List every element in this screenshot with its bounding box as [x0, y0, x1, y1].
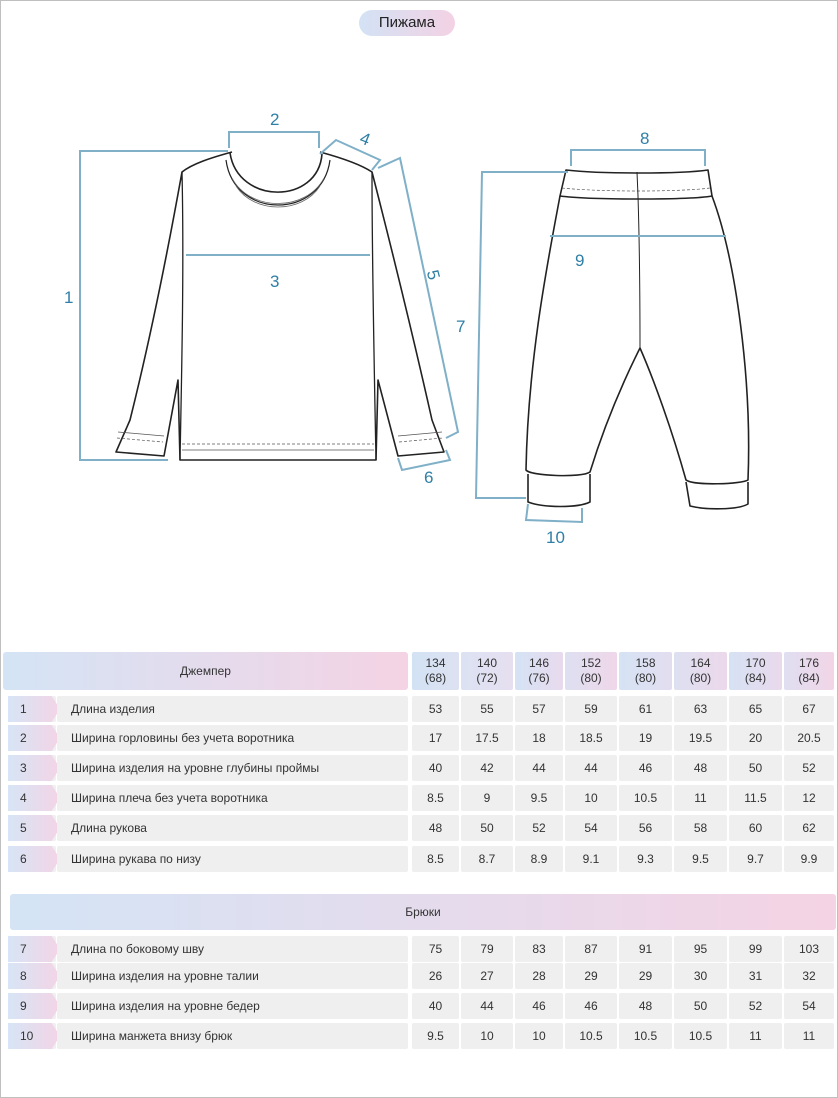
row-number	[8, 846, 56, 872]
row-value: 46	[565, 993, 617, 1019]
row-value: 44	[515, 755, 563, 781]
row-value: 42	[461, 755, 513, 781]
row-value: 20	[729, 725, 782, 751]
row-value: 52	[729, 993, 782, 1019]
row-label: Ширина изделия на уровне бедер	[57, 993, 408, 1019]
row-number-text: 7	[20, 942, 27, 956]
row-value: 59	[565, 696, 617, 722]
size-header-cell	[784, 652, 834, 690]
row-value: 9.1	[565, 846, 617, 872]
dim-1-line	[80, 151, 228, 460]
row-value: 48	[619, 993, 672, 1019]
dim-label-1: 1	[64, 288, 74, 307]
row-value: 54	[565, 815, 617, 841]
row-value: 61	[619, 696, 672, 722]
row-value: 19.5	[674, 725, 727, 751]
row-value: 87	[565, 936, 617, 962]
size-chest: (68)	[424, 671, 447, 685]
row-value: 10.5	[565, 1023, 617, 1049]
row-value: 30	[674, 963, 727, 989]
jumper-drawing	[116, 152, 444, 460]
row-value: 27	[461, 963, 513, 989]
row-number-text: 6	[20, 852, 27, 866]
row-value: 18	[515, 725, 563, 751]
row-value: 17	[412, 725, 459, 751]
dim-label-7: 7	[456, 317, 466, 336]
row-value: 10	[461, 1023, 513, 1049]
row-value: 40	[412, 993, 459, 1019]
row-value: 11	[784, 1023, 834, 1049]
size-chest: (80)	[689, 671, 712, 685]
dim-label-3: 3	[270, 272, 280, 291]
dim-label-8: 8	[640, 129, 650, 148]
row-number-badge	[8, 1023, 60, 1049]
row-label: Длина рукова	[57, 815, 408, 841]
row-value: 8.7	[461, 846, 513, 872]
size-header-cell	[674, 652, 727, 690]
row-number-text: 9	[20, 999, 27, 1013]
row-value: 12	[784, 785, 834, 811]
size-chest: (84)	[744, 671, 767, 685]
row-value: 9	[461, 785, 513, 811]
row-value: 58	[674, 815, 727, 841]
row-value: 65	[729, 696, 782, 722]
size-height: 146	[528, 656, 550, 670]
row-value: 29	[619, 963, 672, 989]
row-number-text: 8	[20, 969, 27, 983]
row-value: 10.5	[619, 785, 672, 811]
row-value: 11	[674, 785, 727, 811]
size-chest: (72)	[476, 671, 498, 685]
row-value: 54	[784, 993, 834, 1019]
row-label: Ширина изделия на уровне талии	[57, 963, 408, 989]
row-value: 79	[461, 936, 513, 962]
row-number	[8, 755, 56, 781]
size-header-cell	[619, 652, 672, 690]
row-value: 48	[412, 815, 459, 841]
row-value: 52	[784, 755, 834, 781]
row-number-badge	[8, 963, 60, 989]
row-value: 62	[784, 815, 834, 841]
row-value: 50	[461, 815, 513, 841]
row-value: 83	[515, 936, 563, 962]
row-number-text: 2	[20, 731, 27, 745]
row-number-badge	[8, 993, 60, 1019]
dim-8-line	[571, 150, 705, 166]
row-value: 19	[619, 725, 672, 751]
size-height: 158	[635, 656, 656, 670]
row-label: Ширина плеча без учета воротника	[57, 785, 408, 811]
dim-label-6: 6	[424, 468, 434, 487]
row-number-badge	[8, 755, 60, 781]
dim-label-9: 9	[575, 251, 585, 270]
row-value: 8.5	[412, 785, 459, 811]
size-header-cell	[461, 652, 513, 690]
row-value: 28	[515, 963, 563, 989]
row-value: 46	[515, 993, 563, 1019]
row-value: 75	[412, 936, 459, 962]
row-number-text: 3	[20, 761, 27, 775]
row-value: 10	[515, 1023, 563, 1049]
row-value: 63	[674, 696, 727, 722]
row-number-text: 5	[20, 821, 27, 835]
dim-label-2: 2	[270, 110, 280, 129]
dim-7-line	[476, 172, 568, 498]
row-value: 103	[784, 936, 834, 962]
pants-dimension-labels	[456, 129, 649, 547]
row-number-text: 4	[20, 791, 27, 805]
dim-5-line	[378, 158, 458, 438]
row-value: 55	[461, 696, 513, 722]
row-number-text: 1	[20, 702, 27, 716]
row-value: 9.5	[674, 846, 727, 872]
row-value: 9.5	[412, 1023, 459, 1049]
size-height: 152	[580, 656, 602, 670]
row-value: 91	[619, 936, 672, 962]
row-value: 11	[729, 1023, 782, 1049]
row-number-badge	[8, 725, 60, 751]
row-value: 9.7	[729, 846, 782, 872]
dim-label-4: 4	[357, 128, 373, 150]
size-chest: (76)	[528, 671, 550, 685]
row-value: 52	[515, 815, 563, 841]
size-chest: (84)	[798, 671, 820, 685]
size-height: 176	[798, 656, 820, 670]
row-number-badge	[8, 696, 60, 722]
row-value: 44	[461, 993, 513, 1019]
row-label: Ширина манжета внизу брюк	[57, 1023, 408, 1049]
row-value: 29	[565, 963, 617, 989]
row-value: 10.5	[619, 1023, 672, 1049]
row-label: Ширина горловины без учета воротника	[57, 725, 408, 751]
row-number	[8, 785, 56, 811]
row-number	[8, 993, 56, 1019]
row-value: 50	[729, 755, 782, 781]
size-height: 134	[425, 656, 446, 670]
row-value: 56	[619, 815, 672, 841]
row-value: 17.5	[461, 725, 513, 751]
dim-2-line	[229, 132, 319, 148]
row-label: Ширина рукава по низу	[57, 846, 408, 872]
row-value: 57	[515, 696, 563, 722]
row-value: 10	[565, 785, 617, 811]
row-value: 99	[729, 936, 782, 962]
size-header-cell	[729, 652, 782, 690]
dim-label-5: 5	[422, 267, 444, 282]
row-number-text: 10	[20, 1029, 34, 1043]
row-value: 31	[729, 963, 782, 989]
row-number	[8, 815, 56, 841]
row-value: 20.5	[784, 725, 834, 751]
row-value: 9.9	[784, 846, 834, 872]
row-value: 9.5	[515, 785, 563, 811]
row-value: 26	[412, 963, 459, 989]
row-value: 50	[674, 993, 727, 1019]
pants-section-header: Брюки	[10, 894, 836, 930]
row-value: 18.5	[565, 725, 617, 751]
row-number	[8, 936, 56, 962]
jumper-section-header: Джемпер	[3, 652, 408, 690]
size-chest: (80)	[580, 671, 602, 685]
dim-label-10: 10	[546, 528, 565, 547]
row-value: 8.5	[412, 846, 459, 872]
size-height: 164	[690, 656, 711, 670]
row-number-badge	[8, 785, 60, 811]
size-header-cell	[412, 652, 459, 690]
jumper-dimensions	[80, 132, 458, 470]
row-number-badge	[8, 815, 60, 841]
row-number-badge	[8, 936, 60, 962]
row-value: 9.3	[619, 846, 672, 872]
row-value: 8.9	[515, 846, 563, 872]
row-value: 46	[619, 755, 672, 781]
size-height: 170	[745, 656, 766, 670]
pants-dimensions	[476, 150, 726, 522]
row-value: 10.5	[674, 1023, 727, 1049]
pants-drawing	[526, 170, 749, 509]
row-value: 44	[565, 755, 617, 781]
row-label: Ширина изделия на уровне глубины проймы	[57, 755, 408, 781]
row-value: 48	[674, 755, 727, 781]
row-value: 32	[784, 963, 834, 989]
size-header-cell	[515, 652, 563, 690]
row-label: Длина по боковому шву	[57, 936, 408, 962]
page-title: Пижама	[359, 10, 455, 36]
size-height: 140	[476, 656, 498, 670]
row-value: 60	[729, 815, 782, 841]
row-value: 11.5	[729, 785, 782, 811]
row-label: Длина изделия	[57, 696, 408, 722]
row-value: 40	[412, 755, 459, 781]
size-chest: (80)	[634, 671, 657, 685]
size-header-cell	[565, 652, 617, 690]
row-value: 53	[412, 696, 459, 722]
row-value: 67	[784, 696, 834, 722]
row-value: 95	[674, 936, 727, 962]
row-number	[8, 1023, 56, 1049]
row-number-badge	[8, 846, 60, 872]
row-number	[8, 696, 56, 722]
row-number	[8, 725, 56, 751]
row-number	[8, 963, 56, 989]
jumper-dimension-labels	[64, 110, 444, 487]
